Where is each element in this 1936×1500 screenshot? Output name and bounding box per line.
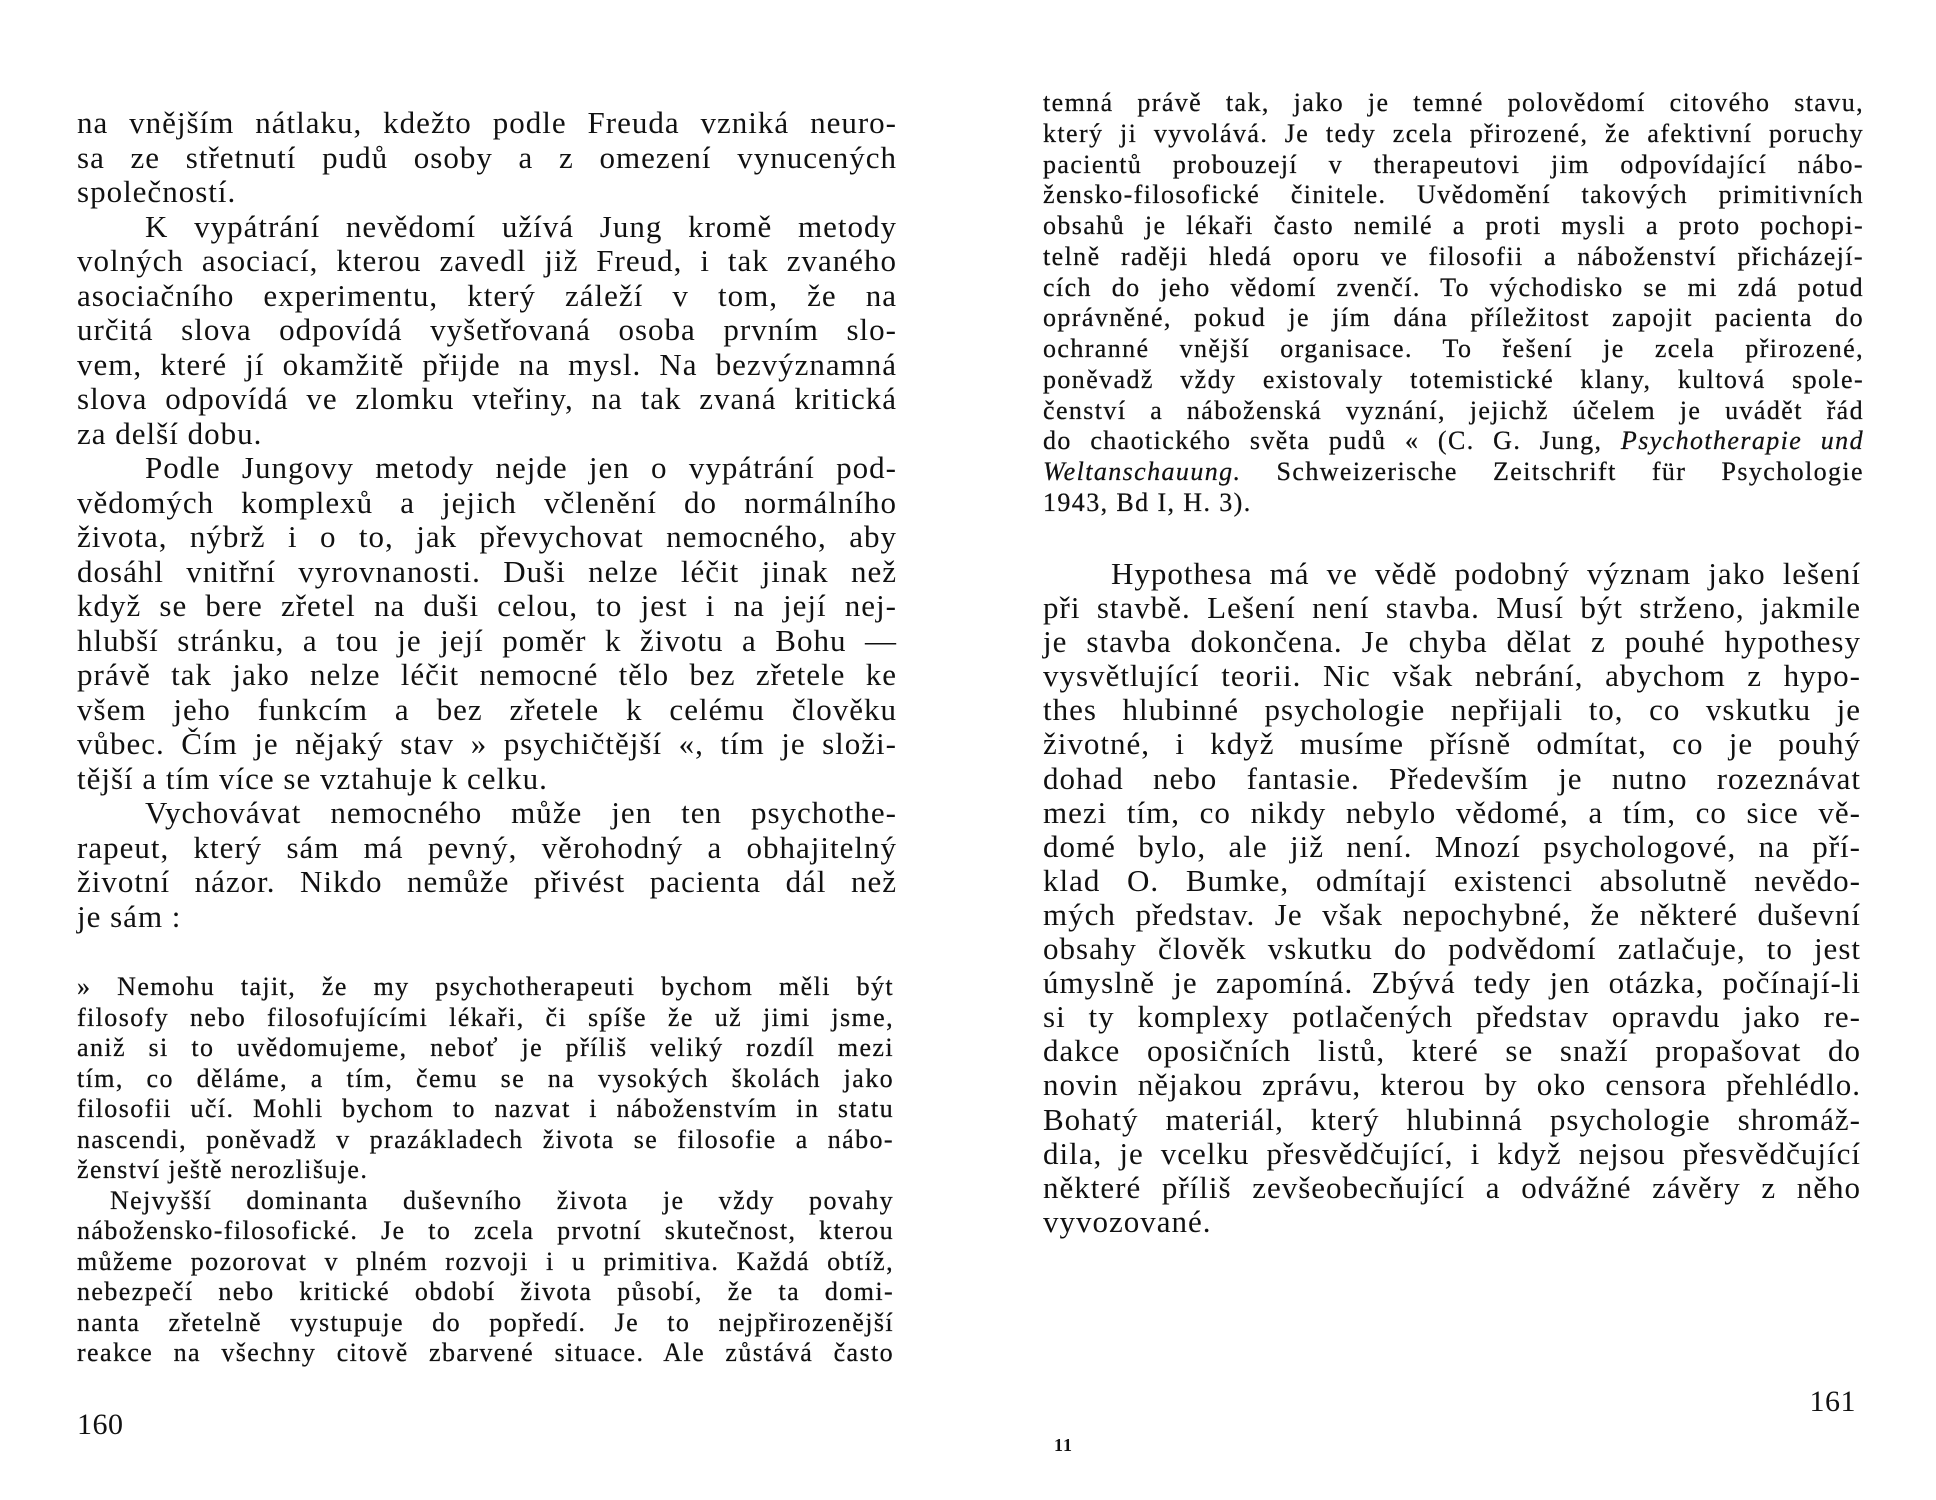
text-line: dohad nebo fantasie. Především je nutno rozeznávat xyxy=(1043,760,1861,796)
text-line: životné, i když musíme přísně odmítat, co je pouhý xyxy=(1043,726,1861,762)
text-line: žensko-filosofické činitele. Uvědomění takových primitivních xyxy=(1043,180,1864,210)
text-line: telně raději hledá oporu ve filosofii a náboženství přicházejí- xyxy=(1043,241,1864,271)
text-line: na vnějším nátlaku, kdežto podle Freuda vzniká neuro- xyxy=(77,105,897,140)
text-line: když se bere zřetel na duši celou, to jest i na její nej- xyxy=(77,588,897,623)
text-line: ochranné vnější organisace. To řešení je zcela přirozené, xyxy=(1043,334,1864,363)
text-line: je sám : xyxy=(77,898,182,934)
text-line: pacientů probouzejí v therapeutovi jim odpovídající nábo- xyxy=(1043,149,1864,179)
text-line: vyvozované. xyxy=(1043,1203,1212,1239)
text-line: 1943, Bd I, H. 3). xyxy=(1043,487,1252,517)
text-line: mých představ. Je však nepochybné, že některé duševní xyxy=(1043,896,1861,932)
text-line: filosofy nebo filosofujícími lékaři, či spíše že už jimi jsme, xyxy=(77,1002,894,1032)
text-line: Vychovávat nemocného může jen ten psychothe- xyxy=(145,795,897,830)
text-line: temná právě tak, jako je temné polovědomí citového stavu, xyxy=(1043,88,1864,117)
text-line: reakce na všechny citově zbarvené situace. Ale zůstává často xyxy=(77,1338,894,1367)
text-line: tější a tím více se vztahuje k celku. xyxy=(77,760,548,796)
text-line: při stavbě. Lešení není stavba. Musí být strženo, jakmile xyxy=(1043,590,1861,626)
text-line: K vypátrání nevědomí užívá Jung kromě metody xyxy=(145,208,897,244)
text-line: aniž si to uvědomujeme, neboť je příliš veliký rozdíl mezi xyxy=(77,1033,894,1062)
text-line: společností. xyxy=(77,174,237,209)
quotation-block xyxy=(1043,88,1864,519)
text-line: Nejvyšší dominanta duševního života je vždy povahy xyxy=(110,1185,894,1215)
text-line xyxy=(1043,426,1864,457)
text-line: novin nějakou zprávu, kterou by oko censora přehlédlo. xyxy=(1043,1067,1861,1103)
text-line: cích do jeho vědomí zvenčí. To východisko se mi zdá potud xyxy=(1043,272,1864,302)
text-line: Podle Jungovy metody nejde jen o vypátrání pod- xyxy=(145,450,897,485)
body-text-block xyxy=(1043,557,1861,1239)
italic-book-title: Psychotherapie und xyxy=(1620,426,1864,456)
quotation-block xyxy=(77,972,894,1369)
text-line: volných asociací, kterou zavedl již Freud, i tak zvaného xyxy=(77,243,897,278)
text-line: je stavba dokončena. Je chyba dělat z pouhé hypothesy xyxy=(1043,624,1861,660)
text-line: dila, je vcelku přesvědčující, i když nejsou přesvědčující xyxy=(1043,1135,1861,1171)
text-line: vůbec. Čím je nějaký stav » psychičtější «, tím je složi- xyxy=(77,726,897,761)
text-line: za delší dobu. xyxy=(77,415,263,451)
text-line: klad O. Bumke, odmítají existenci absolutně nevědo- xyxy=(1043,862,1861,898)
text-line: určitá slova odpovídá vyšetřovaná osoba prvním slo- xyxy=(77,312,897,347)
text-line: asociačního experimentu, který záleží v tom, že na xyxy=(77,277,897,313)
text-line: nanta zřetelně vystupuje do popředí. Je to nejpřirozenější xyxy=(77,1307,894,1337)
text-line: Hypothesa má ve vědě podobný význam jako lešení xyxy=(1111,556,1861,591)
text-line: vysvětlující teorii. Nic však nebrání, abychom z hypo- xyxy=(1043,658,1861,694)
text-segment: do chaotického světa pudů « (C. G. Jung, xyxy=(1043,426,1621,456)
text-line: můžeme pozorovat v plném rozvoji i u primitiva. Každá obtíž, xyxy=(77,1246,894,1276)
text-line: dakce oposičních listů, které se snaží propašovat do xyxy=(1043,1033,1861,1069)
body-text-block xyxy=(77,106,897,934)
text-line: nebezpečí nebo kritické období života působí, že ta domi- xyxy=(77,1277,894,1306)
text-line: Bohatý materiál, který hlubinná psychologie shromáž- xyxy=(1043,1101,1861,1137)
text-line: vem, které jí okamžitě přijde na mysl. Na bezvýznamná xyxy=(77,346,897,382)
text-line: rapeut, který sám má pevný, věrohodný a obhajitelný xyxy=(77,829,897,865)
text-line: sa ze střetnutí pudů osoby a z omezení vynucených xyxy=(77,139,897,175)
text-line: nascendi, poněvadž v prazákladech života se filosofie a nábo- xyxy=(77,1124,894,1154)
text-line: životní názor. Nikdo nemůže přivést pacienta dál než xyxy=(77,864,897,899)
text-line: dosáhl vnitřní vyrovnanosti. Duši nelze léčit jinak než xyxy=(77,553,897,589)
text-line: všem jeho funkcím a bez zřetele k celému člověku xyxy=(77,691,897,727)
right-page xyxy=(968,0,1936,1500)
text-line: čenství a náboženská vyznání, jejichž účelem je uvádět řád xyxy=(1043,395,1864,425)
page-number: 161 xyxy=(1809,1385,1856,1418)
text-segment: Schweizerische Zeitschrift für Psychologie xyxy=(1241,457,1864,486)
text-line: života, nýbrž i o to, jak převychovat nemocného, aby xyxy=(77,519,897,554)
text-line: některé příliš zevšeobecňující a odvážné závěry z něho xyxy=(1043,1169,1861,1205)
text-line xyxy=(1043,457,1864,488)
italic-book-title: Weltanschauung. xyxy=(1043,457,1242,486)
text-line: obsahy člověk vskutku do podvědomí zatlačuje, to jest xyxy=(1043,931,1861,967)
page-number: 160 xyxy=(77,1408,124,1441)
text-line: mezi tím, co nikdy nebylo vědomé, a tím, co sice vě- xyxy=(1043,794,1861,830)
text-line: tím, co děláme, a tím, čemu se na vysokých školách jako xyxy=(77,1063,894,1093)
signature-mark: 11 xyxy=(1054,1435,1074,1455)
text-line: oprávněné, pokud je jím dána příležitost zapojit pacienta do xyxy=(1043,303,1864,333)
text-line: si ty komplexy potlačených představ opravdu jako re- xyxy=(1043,999,1861,1035)
text-line: nábožensko-filosofické. Je to zcela prvotní skutečnost, kterou xyxy=(77,1216,894,1245)
text-line: slova odpovídá ve zlomku vteřiny, na tak zvaná kritická xyxy=(77,381,897,416)
text-line: který ji vyvolává. Je tedy zcela přirozené, že afektivní poruchy xyxy=(1043,118,1864,148)
text-line: hlubší stránku, a tou je její poměr k životu a Bohu — xyxy=(77,622,897,658)
text-line: poněvadž vždy existovaly totemistické klany, kultová spole- xyxy=(1043,364,1864,394)
text-line: domé bylo, ale již není. Mnozí psychologové, na pří- xyxy=(1043,828,1861,864)
text-line: úmyslně je zapomíná. Zbývá tedy jen otázka, počínají-li xyxy=(1043,965,1861,1001)
text-line: » Nemohu tajit, že my psychotherapeuti bychom měli být xyxy=(77,972,894,1001)
text-line: obsahů je lékaři často nemilé a proti mysli a proto pochopi- xyxy=(1043,211,1864,240)
text-line: vědomých komplexů a jejich včlenění do normálního xyxy=(77,484,897,520)
text-line: thes hlubinné psychologie nepřijali to, co vskutku je xyxy=(1043,692,1861,728)
text-line: právě tak jako nelze léčit nemocné tělo bez zřetele ke xyxy=(77,657,897,692)
text-line: filosofii učí. Mohli bychom to nazvat i náboženstvím in statu xyxy=(77,1094,894,1123)
text-line: ženství ještě nerozlišuje. xyxy=(77,1155,369,1184)
